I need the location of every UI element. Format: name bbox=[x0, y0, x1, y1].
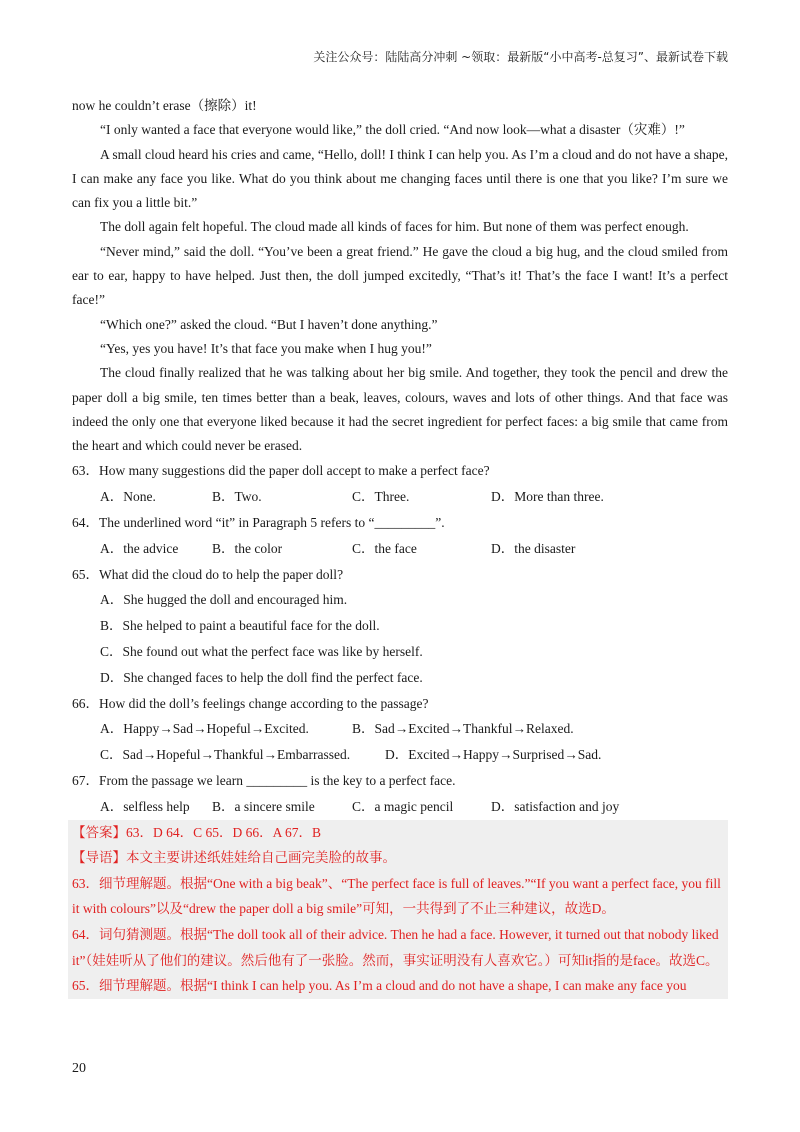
option-b: B．the color bbox=[212, 540, 283, 556]
option-c: C．She found out what the perfect face was like by herself. bbox=[100, 644, 423, 660]
option-b: B．Two. bbox=[212, 489, 262, 505]
question-66-options-row1 bbox=[72, 716, 728, 742]
page-content bbox=[72, 94, 728, 999]
passage-paragraph: “I only wanted a face that everyone would like,” the doll cried. “And now look—what a disaster（灾难）!” bbox=[100, 122, 685, 138]
option-a: A．None. bbox=[100, 489, 156, 505]
question-67-options bbox=[72, 794, 728, 820]
passage-paragraph: now he couldn’t erase（擦除）it! bbox=[72, 98, 257, 113]
option-b: B．a sincere smile bbox=[212, 798, 315, 814]
option-c: C．the face bbox=[352, 540, 417, 556]
option-a: A．She hugged the doll and encouraged him. bbox=[100, 592, 348, 608]
option-a: A．Happy→Sad→Hopeful→Excited. bbox=[100, 721, 309, 737]
option-b: B．Sad→Excited→Thankful→Relaxed. bbox=[352, 721, 574, 737]
question-63-stem: 63．How many suggestions did the paper doll accept to make a perfect face? bbox=[72, 463, 490, 479]
option-c: C．Three. bbox=[352, 489, 410, 505]
option-c: C．Sad→Hopeful→Thankful→Embarrassed. bbox=[100, 747, 351, 763]
answer-explanation-63: 63．细节理解题。根据“One with a big beak”、“The perfect face is full of leaves.”“If you want a perfect face, you fill it with colours”以及“drew the paper doll a big smile”可知，一共得到了不止三种建议，故选D。 bbox=[72, 875, 721, 917]
passage-paragraph: The cloud finally realized that he was talking about her big smile. And together, they took the pencil and drew the paper doll a big smile, ten times better than a beak, leaves, colours, waves and lots of other things. And that face was indeed the only one that everyone liked because it had the secret ingredient for perfect faces: a big smile that came from the heart and which could never be erased. bbox=[72, 365, 728, 454]
passage-paragraph: “Yes, yes you have! It’s that face you make when I hug you!” bbox=[100, 340, 432, 356]
option-d: D．the disaster bbox=[491, 540, 576, 556]
answer-key: 【答案】63．D 64．C 65．D 66．A 67．B bbox=[72, 824, 322, 840]
question-63-options bbox=[72, 484, 728, 510]
answer-explanation-65: 65．细节理解题。根据“I think I can help you. As I’m a cloud and do not have a shape, I can make any face you bbox=[72, 978, 687, 994]
answer-intro: 【导语】本文主要讲述纸娃娃给自己画完美脸的故事。 bbox=[72, 850, 396, 866]
page-number: 20 bbox=[72, 1061, 86, 1076]
option-a: A．the advice bbox=[100, 540, 179, 556]
question-66-options-row2 bbox=[72, 742, 728, 768]
page-header: 关注公众号：陆陆高分冲刺 ~领取：最新版“小中高考-总复习”、最新试卷下载 bbox=[313, 50, 728, 64]
question-64-options bbox=[72, 536, 728, 562]
question-64-stem: 64．The underlined word “it” in Paragraph 5 refers to “_________”. bbox=[72, 515, 445, 531]
answer-section bbox=[68, 820, 728, 999]
option-b: B．She helped to paint a beautiful face for the doll. bbox=[100, 618, 380, 634]
question-66-stem: 66．How did the doll’s feelings change according to the passage? bbox=[72, 695, 429, 711]
option-d: D．Excited→Happy→Surprised→Sad. bbox=[385, 747, 602, 763]
passage-paragraph: “Which one?” asked the cloud. “But I haven’t done anything.” bbox=[100, 316, 438, 332]
option-c: C．a magic pencil bbox=[352, 798, 454, 814]
option-a: A．selfless help bbox=[100, 798, 190, 814]
passage-paragraph: A small cloud heard his cries and came, “Hello, doll! I think I can help you. As I’m a cloud and do not have a shape, I can make any face you like. What do you think about me changing faces until there is one that you like? I’m sure we can fix you a little bit.” bbox=[72, 146, 728, 211]
passage-paragraph: “Never mind,” said the doll. “You’ve been a great friend.” He gave the cloud a big hug, and the cloud smiled from ear to ear, happy to have helped. Just then, the doll jumped excitedly, “That’s it! That’s the face I want! It’s a perfect face!” bbox=[72, 243, 728, 308]
option-d: D．She changed faces to help the doll find the perfect face. bbox=[100, 669, 423, 685]
question-65-stem: 65．What did the cloud do to help the paper doll? bbox=[72, 566, 344, 582]
answer-explanation-64: 64．词句猜测题。根据“The doll took all of their advice. Then he had a face. However, it turned out that nobody liked it”（娃娃听从了他们的建议。然后他有了一张脸。然而，事实证明没有人喜欢它。）可知it指的是face。故选C。 bbox=[72, 926, 719, 968]
option-d: D．satisfaction and joy bbox=[491, 798, 620, 814]
question-67-stem: 67．From the passage we learn _________ is the key to a perfect face. bbox=[72, 773, 456, 789]
passage-paragraph: The doll again felt hopeful. The cloud made all kinds of faces for him. But none of them was perfect enough. bbox=[100, 219, 689, 235]
option-d: D．More than three. bbox=[491, 489, 604, 505]
